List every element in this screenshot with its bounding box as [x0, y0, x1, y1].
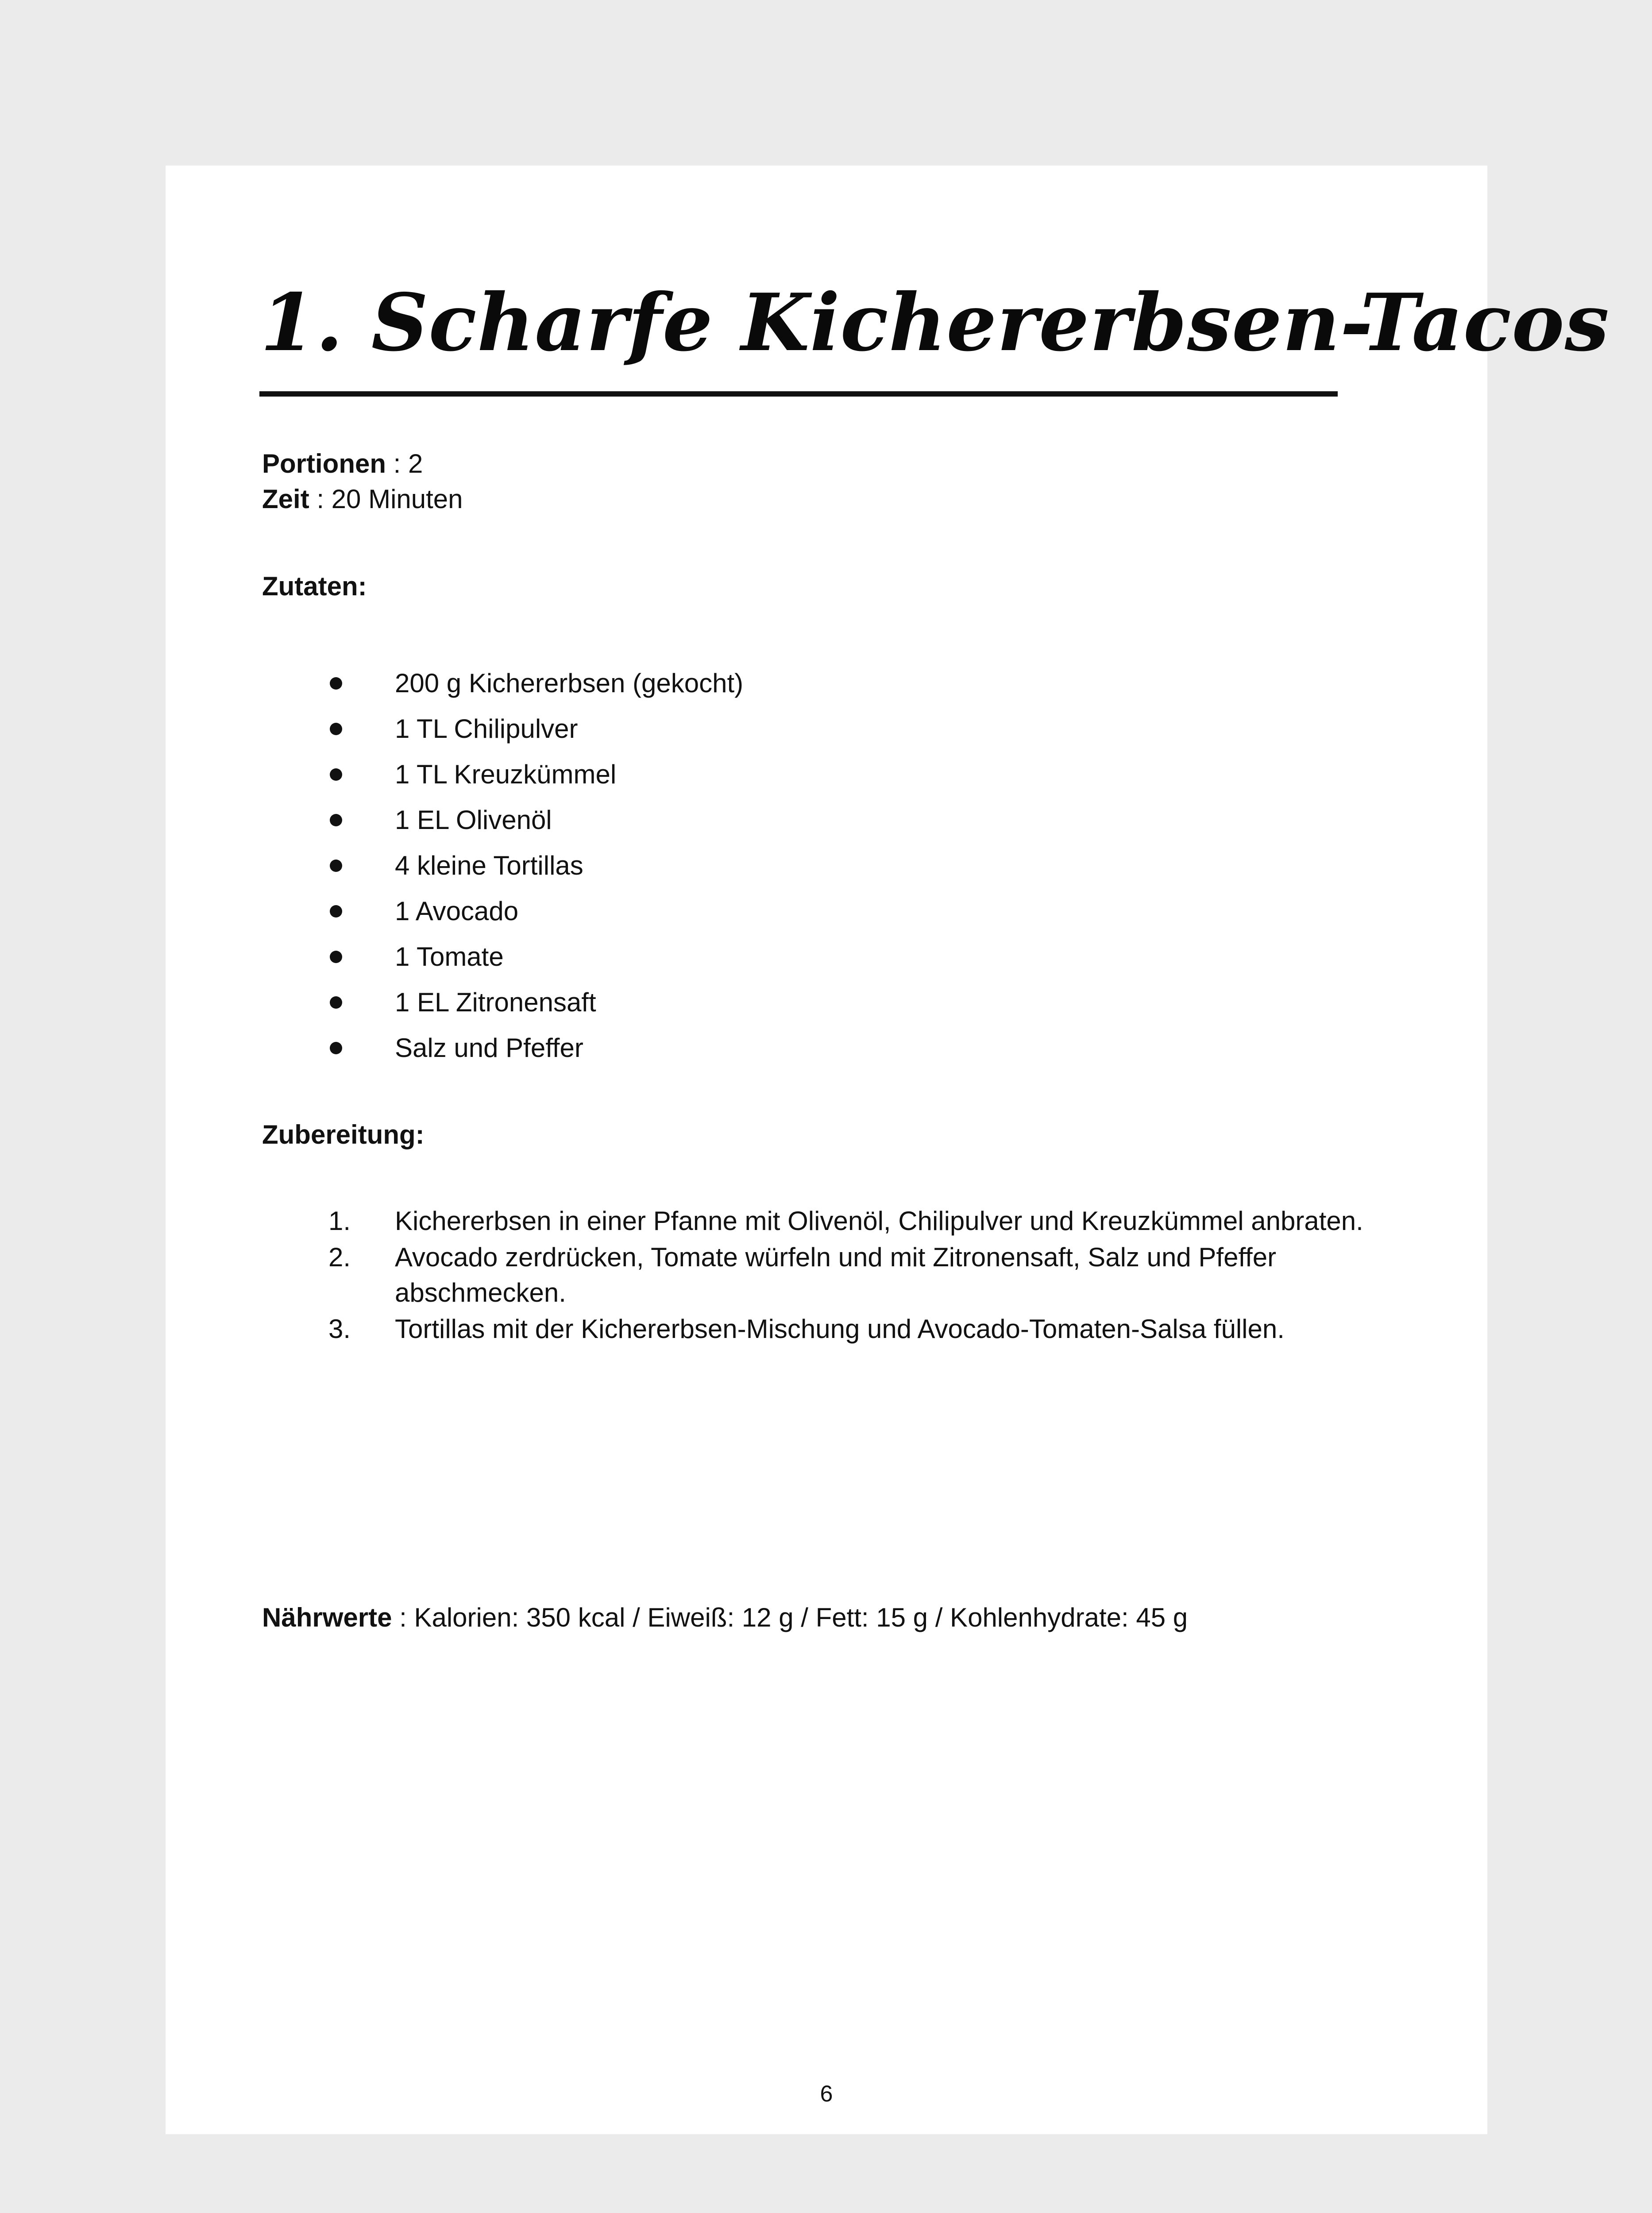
portions-value: : 2: [393, 449, 423, 478]
bullet-icon: [330, 860, 342, 872]
ingredient-item: 4 kleine Tortillas: [262, 848, 1457, 894]
page-number: 6: [820, 2081, 833, 2107]
ingredient-item: 1 Tomate: [262, 939, 1457, 985]
bullet-icon: [330, 768, 342, 781]
ingredient-item: 200 g Kichererbsen (gekocht): [262, 666, 1457, 711]
ingredients-heading: Zutaten:: [262, 571, 367, 601]
time-label: Zeit: [262, 484, 309, 514]
step-item: [262, 1311, 1457, 1347]
bullet-icon: [330, 677, 342, 690]
nutrition-label: Nährwerte: [262, 1603, 392, 1632]
step-number: 3.: [328, 1314, 351, 1344]
ingredient-item: 1 TL Kreuzkümmel: [262, 757, 1457, 802]
ingredient-item: 1 Avocado: [262, 894, 1457, 939]
ingredient-item: 1 EL Zitronensaft: [262, 985, 1457, 1030]
step-item: [262, 1240, 1457, 1311]
time-value: : 20 Minuten: [317, 484, 463, 514]
ingredient-item: Salz und Pfeffer: [262, 1030, 1457, 1076]
ingredients-list: [262, 666, 1457, 1076]
portions-line: [262, 446, 423, 482]
ingredient-item: 1 EL Olivenöl: [262, 802, 1457, 848]
bullet-icon: [330, 996, 342, 1009]
document-page: [166, 166, 1610, 2134]
preparation-steps: [262, 1203, 1457, 1348]
step-number: 2.: [328, 1242, 351, 1272]
bullet-icon: [330, 905, 342, 918]
recipe-title: 1. Scharfe Kichererbsen-Tacos: [260, 276, 1610, 369]
step-text: Avocado zerdrücken, Tomate würfeln und mit Zitronensaft, Salz und Pfeffer abschmecken.: [395, 1242, 1277, 1307]
title-underline: [259, 391, 1338, 397]
ingredient-item: 1 TL Chilipulver: [262, 711, 1457, 757]
portions-label: Portionen: [262, 449, 386, 478]
bullet-icon: [330, 1042, 342, 1054]
step-number: 1.: [328, 1206, 351, 1236]
nutrition-value: : Kalorien: 350 kcal / Eiweiß: 12 g / Fett: 15 g / Kohlenhydrate: 45 g: [392, 1603, 1188, 1632]
nutrition-line: [262, 1600, 1188, 1635]
preparation-heading: Zubereitung:: [262, 1120, 425, 1149]
bullet-icon: [330, 814, 342, 826]
time-line: [262, 482, 463, 517]
bullet-icon: [330, 951, 342, 963]
step-text: Kichererbsen in einer Pfanne mit Olivenöl, Chilipulver und Kreuzkümmel anbraten.: [395, 1206, 1363, 1236]
step-text: Tortillas mit der Kichererbsen-Mischung und Avocado-Tomaten-Salsa füllen.: [395, 1314, 1285, 1344]
bullet-icon: [330, 723, 342, 735]
step-item: [262, 1203, 1457, 1239]
